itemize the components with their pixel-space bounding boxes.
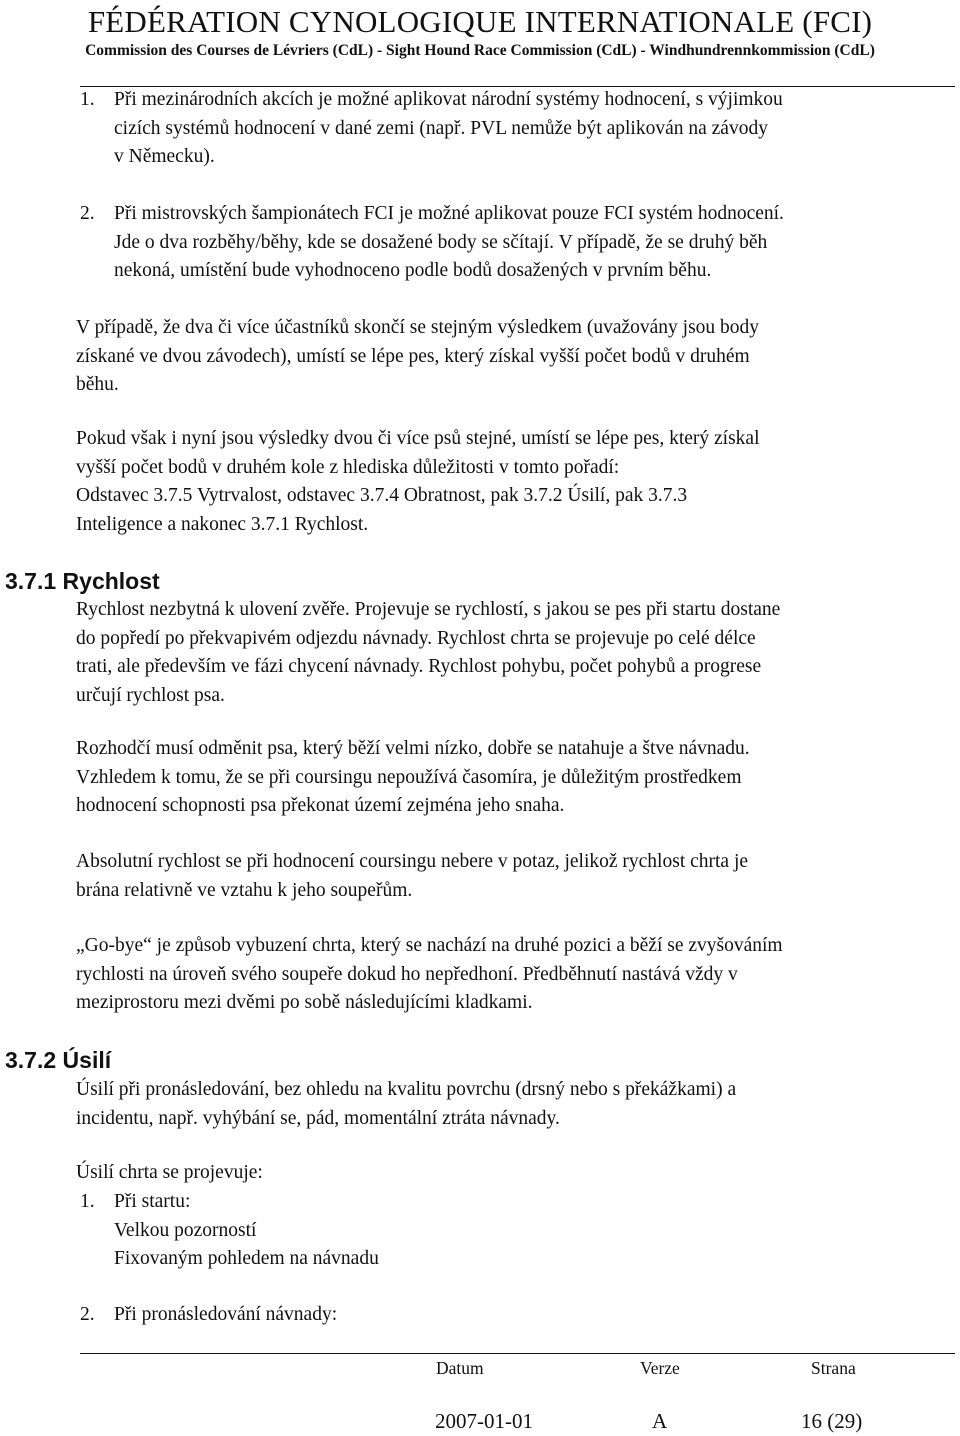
list-number: 2. — [80, 1304, 95, 1325]
list-number: 1. — [80, 89, 95, 110]
paragraph — [76, 425, 760, 539]
section-heading: 3.7.2 Úsilí — [5, 1047, 112, 1073]
text-line: Při pronásledování návnady: — [114, 1304, 338, 1325]
text-line: Při mistrovských šampionátech FCI je možné aplikovat pouze FCI systém hodnocení. — [114, 203, 784, 224]
list-item-text — [114, 1301, 337, 1330]
text-line: Vzhledem k tomu, že se při coursingu nepoužívá časomíra, je důležitým prostředkem — [76, 766, 742, 788]
text-line: „Go-bye“ je způsob vybuzení chrta, který se nachází na druhé pozici a běží se zvyšováním — [76, 935, 783, 956]
footer-page-value: 16 (29) — [801, 1409, 863, 1433]
text-line: Rozhodčí musí odměnit psa, který běží velmi nízko, dobře se natahuje a štve návnadu. — [76, 738, 750, 759]
text-line: hodnocení schopnosti psa překonat území zejména jeho snaha. — [76, 795, 565, 816]
list-intro — [76, 1159, 263, 1188]
text-line: Odstavec 3.7.5 Vytrvalost, odstavec 3.7.4 Obratnost, pak 3.7.2 Úsilí, pak 3.7.3 — [76, 485, 688, 506]
paragraph — [76, 848, 748, 905]
text-line: Při startu: — [114, 1191, 191, 1212]
text-line: Úsilí chrta se projevuje: — [76, 1162, 263, 1183]
document-title: FÉDÉRATION CYNOLOGIQUE INTERNATIONALE (FCI) — [87, 4, 873, 39]
text-line: Rychlost nezbytná k ulovení zvěře. Projevuje se rychlostí, s jakou se pes při startu dostane — [76, 599, 781, 620]
document-subtitle: Commission des Courses de Lévriers (CdL) - Sight Hound Race Commission (CdL) - Windhundrennkommission (CdL) — [85, 42, 875, 59]
text-line: cizích systémů hodnocení v dané zemi (např. PVL nemůže být aplikován na závody — [114, 117, 768, 139]
list-number: 1. — [80, 1191, 95, 1212]
footer-page-label: Strana — [811, 1358, 856, 1378]
text-line: incidentu, např. vyhýbání se, pád, momentální ztráta návnady. — [76, 1107, 560, 1129]
text-line: Při mezinárodních akcích je možné aplikovat národní systémy hodnocení, s výjimkou — [114, 89, 783, 110]
text-line: Inteligence a nakonec 3.7.1 Rychlost. — [76, 513, 369, 535]
text-line: vyšší počet bodů v druhém kole z hlediska důležitosti v tomto pořadí: — [76, 456, 620, 478]
text-line: nekoná, umístění bude vyhodnoceno podle bodů dosažených v prvním běhu. — [114, 260, 712, 281]
text-line: do popředí po překvapivém odjezdu návnady. Rychlost chrta se projevuje po celé délce — [76, 627, 756, 649]
text-line: Jde o dva rozběhy/běhy, kde se dosažené body se sčítají. V případě, že se druhý běh — [114, 231, 768, 253]
text-line: získané ve dvou závodech), umístí se lépe pes, který získal vyšší počet bodů v druhém — [76, 345, 750, 367]
footer-date-value: 2007-01-01 — [435, 1409, 533, 1433]
paragraph — [76, 596, 780, 710]
footer-version-value: A — [652, 1409, 668, 1433]
text-line: V případě, že dva či více účastníků skončí se stejným výsledkem (uvažovány jsou body — [76, 317, 760, 338]
text-line: Velkou pozorností — [114, 1219, 257, 1241]
paragraph — [76, 1076, 736, 1133]
section-heading: 3.7.1 Rychlost — [5, 568, 160, 594]
list-item-text — [114, 1188, 379, 1274]
footer-date-label: Datum — [436, 1358, 484, 1378]
text-line: trati, ale především ve fázi chycení návnady. Rychlost pohybu, počet pohybů a progrese — [76, 656, 762, 677]
text-line: meziprostoru mezi dvěmi po sobě následujícími kladkami. — [76, 992, 533, 1013]
text-line: brána relativně ve vztahu k jeho soupeřům. — [76, 879, 413, 901]
text-line: Úsilí při pronásledování, bez ohledu na kvalitu povrchu (drsný nebo s překážkami) a — [76, 1079, 737, 1100]
text-line: běhu. — [76, 374, 119, 395]
list-number: 2. — [80, 203, 95, 224]
paragraph — [76, 314, 759, 400]
text-line: Fixovaným pohledem na návnadu — [114, 1248, 379, 1269]
text-line: v Německu). — [114, 146, 215, 167]
text-line: Pokud však i nyní jsou výsledky dvou či více psů stejné, umístí se lépe pes, který získal — [76, 428, 760, 449]
footer-version-label: Verze — [640, 1358, 680, 1378]
text-line: Absolutní rychlost se při hodnocení coursingu nebere v potaz, jelikož rychlost chrta je — [76, 851, 749, 872]
text-line: určují rychlost psa. — [76, 684, 225, 706]
paragraph — [76, 735, 750, 821]
list-item-text — [114, 200, 784, 286]
paragraph — [76, 932, 783, 1018]
list-item-text — [114, 86, 783, 172]
text-line: rychlosti na úroveň svého soupeře dokud ho nepředhoní. Předběhnutí nastává vždy v — [76, 963, 738, 985]
footer-rule — [80, 1353, 955, 1354]
